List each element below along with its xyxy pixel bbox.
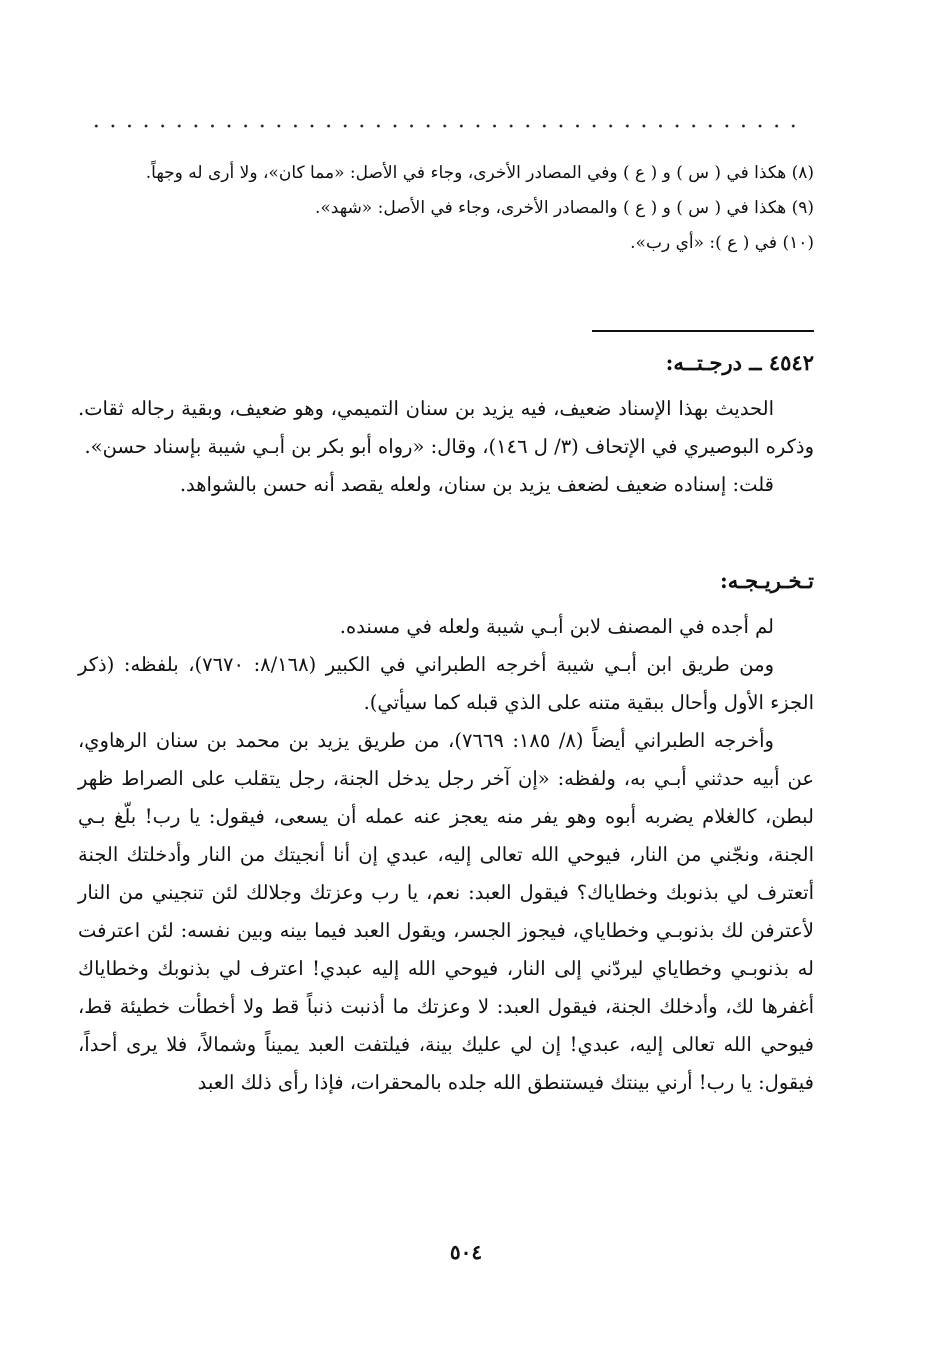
section-grade-body (78, 390, 814, 504)
footnote-9: (٩) هكذا في ( س ) و ( ع ) والمصادر الأخرى، وجاء في الأصل: «شهد». (315, 198, 814, 218)
section-heading-grade: ٤٥٤٢ ــ درجـتــه: (665, 350, 814, 375)
section-heading-takhrij: تـخـريـجـه: (719, 568, 814, 593)
page-number: ٥٠٤ (449, 1240, 483, 1264)
paragraph: ومن طريق ابن أبـي شيبة أخرجه الطبراني في الكبير (٨/١٦٨: ٧٦٧٠)، بلفظه: (ذكر الجزء الأول وأحال ببقية متنه على الذي قبله كما سيأتي). (78, 653, 814, 714)
footnote-8: (٨) هكذا في ( س ) و ( ع ) وفي المصادر الأخرى، وجاء في الأصل: «مما كان»، ولا أرى له وجهاً. (145, 163, 814, 183)
footnotes (78, 156, 814, 261)
section-divider (592, 330, 814, 332)
paragraph: الحديث بهذا الإسناد ضعيف، فيه يزيد بن سنان التميمي، وهو ضعيف، وبقية رجاله ثقات. وذكره البوصيري في الإتحاف (٣/ ل ١٤٦)، وقال: «رواه أبو بكر بن أبـي شيبة بإسناد حسن». (78, 397, 814, 458)
paragraph: وأخرجه الطبراني أيضاً (٨/ ١٨٥: ٧٦٦٩)، من طريق يزيد بن محمد بن سنان الرهاوي، عن أبيه حدثني أبـي به، ولفظه: «إن آخر رجل يدخل الجنة، رجل يتقلب على الصراط ظهر لبطن، كالغلام يضربه أبوه وهو يفر منه يعجز عنه عمله أن يسعى، فيقول: يا رب! بلّغ بـي الجنة، ونجّني من النار، فيوحي الله تعالى إليه، عبدي إن أنا أنجيتك من النار وأدخلتك الجنة أتعترف لي بذنوبك وخطاياك؟ فيقول العبد: نعم، يا رب وعزتك وجلالك لئن تنجيني من النار لأعترفن لك بذنوبـي وخطاياي، فيجوز الجسر، ويقول العبد فيما بينه وبين نفسه: لئن اعترفت له بذنوبـي وخطاياي ليردّني إلى النار، فيوحي الله إليه عبدي! اعترف لي بذنوبك وخطاياك أغفرها لك، وأدخلك الجنة، فيقول العبد: لا وعزتك ما أذنبت ذنباً قط ولا أخطأت خطيئة قط، فيوحي الله تعالى إليه، عبدي! إن لي عليك بينة، فيلتفت العبد يميناً وشمالاً، فلا يرى أحداً، فيقول: يا رب! أرني بينتك فيستنطق الله جلده بالمحقرات، فإذا رأى ذلك العبد (78, 729, 814, 1094)
footnote-10: (١٠) في ( ع ): «أي رب». (630, 233, 814, 253)
section-takhrij-body (78, 608, 814, 1102)
paragraph: لم أجده في المصنف لابن أبـي شيبة ولعله في مسنده. (339, 615, 774, 638)
dotted-separator (88, 124, 808, 128)
paragraph: قلت: إسناده ضعيف لضعف يزيد بن سنان، ولعله يقصد أنه حسن بالشواهد. (179, 473, 774, 496)
